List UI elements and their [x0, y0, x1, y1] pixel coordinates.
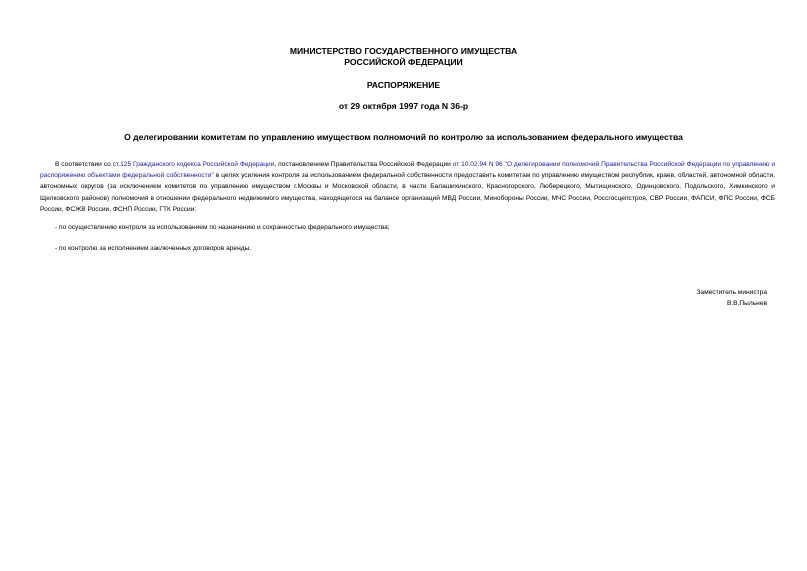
- signatory-position: Заместитель министра: [696, 289, 767, 296]
- document-date: от 29 октября 1997 года N 36-р: [338, 101, 469, 111]
- document-kind: РАСПОРЯЖЕНИЕ: [366, 80, 441, 90]
- document-header: [0, 46, 807, 68]
- ministry-name-line2: РОССИЙСКОЙ ФЕДЕРАЦИИ: [344, 57, 463, 67]
- ministry-name-line1: МИНИСТЕРСТВО ГОСУДАРСТВЕННОГО ИМУЩЕСТВА: [289, 46, 518, 56]
- main-paragraph: [40, 159, 775, 215]
- paragraph-text-start: В соответствии со: [55, 161, 113, 168]
- government-resolution-link[interactable]: от 10.02.94 N 96 "О делегировании полномочий Правительства Российской Федерации по управлению и распоряжению объектами федеральной собственности": [40, 161, 776, 180]
- signatory-name: В.В.Пыльнев: [726, 300, 767, 307]
- civil-code-link[interactable]: ст.125 Гражданского кодекса Российской Федерации: [112, 161, 275, 168]
- paragraph-text-end: в целях усиления контроля за использованием федеральной собственности предоставить комитетам по управлению имуществом республик, краев, областей, автономной области, автономных округов (за исключением комитетов по управлению имуществом г.Москвы и Московской области, в части Балашихинского, Красногорского, Люберецкого, Мытищинского, Одинцовского, Подольского, Химкинского и Щелковского районов) полномочия в отношении федерального недвижимого имущества, находящегося на балансе организаций МВД России, Минобороны России, МЧС России, Россгосцепстроя, СВР России, ФАПСИ, ФПС России, ФСБ России, ФСЖВ России, ФСНП России, ГТК России:: [40, 172, 775, 213]
- document-title: О делегировании комитетам по управлению имуществом полномочий по контролю за использованием федерального имущества: [124, 132, 683, 142]
- list-item: - по контролю за исполнением заключенных договоров аренды.: [55, 245, 252, 252]
- list-item: - по осуществлению контроля за использованием по назначению и сохранностью федерального имущества;: [55, 224, 390, 231]
- paragraph-text-middle: , постановлением Правительства Российской Федерации: [274, 161, 453, 168]
